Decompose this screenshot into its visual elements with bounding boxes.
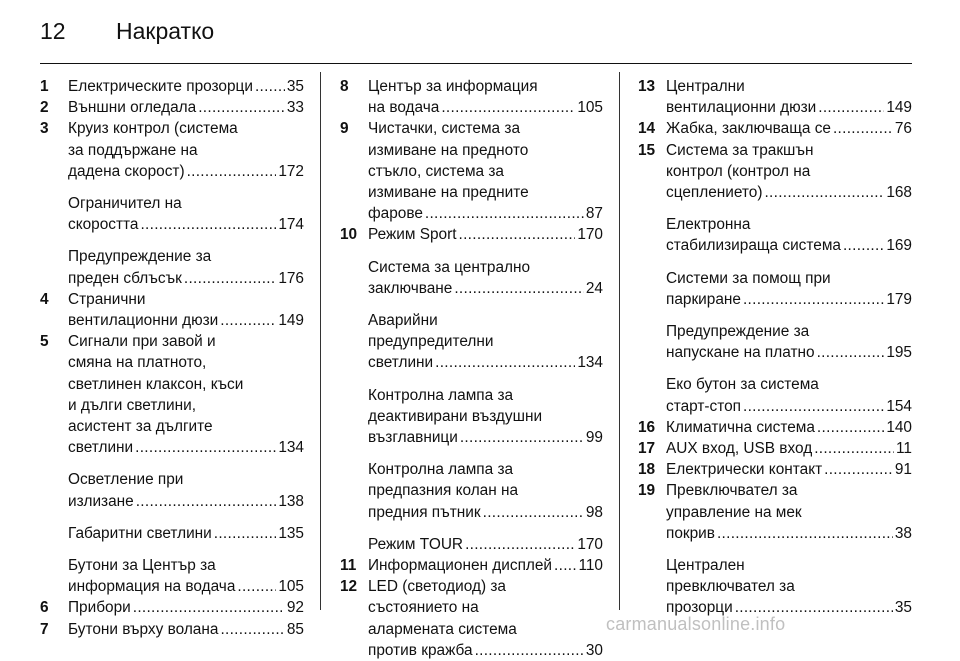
entry-last-line <box>368 534 603 555</box>
entry-text: Еко бутон за система <box>666 376 819 394</box>
entry-last-line <box>68 161 304 182</box>
dot-leader <box>133 597 285 618</box>
entry-number: 6 <box>40 599 49 617</box>
index-entry <box>340 459 603 523</box>
entry-number: 3 <box>40 120 49 138</box>
entry-number: 9 <box>340 120 349 138</box>
index-entry <box>340 310 603 374</box>
dot-leader <box>135 437 276 458</box>
entry-number: 18 <box>638 461 656 479</box>
entry-text: Бутони върху волана <box>68 620 219 638</box>
entry-last-line <box>666 118 912 139</box>
dot-leader <box>198 97 285 118</box>
page-reference: 154 <box>886 397 912 415</box>
entry-number: 19 <box>638 482 656 500</box>
entry-number: 17 <box>638 440 656 458</box>
entry-text: Външни огледала <box>68 99 197 117</box>
entry-last-line <box>666 523 912 544</box>
page-reference: 85 <box>286 620 304 638</box>
entry-text: състоянието на <box>368 599 479 617</box>
page-reference: 76 <box>894 120 912 138</box>
entry-text: контрол (контрол на <box>666 162 811 180</box>
page-reference: 140 <box>886 418 912 436</box>
index-entry <box>40 597 304 618</box>
entry-text: Режим Sport <box>368 226 457 244</box>
entry-number: 5 <box>40 333 49 351</box>
column-divider <box>320 72 321 610</box>
entry-text: заключване <box>368 279 453 297</box>
page-reference: 172 <box>278 162 304 180</box>
dot-leader <box>237 576 276 597</box>
entry-text: светлинен клаксон, къси <box>68 375 244 393</box>
index-entry <box>340 224 603 245</box>
page-reference: 149 <box>278 312 304 330</box>
entry-text: старт-стоп <box>666 397 741 415</box>
page-reference: 176 <box>278 269 304 287</box>
entry-text: на водача <box>368 99 440 117</box>
dot-leader <box>441 97 575 118</box>
index-entry <box>40 523 304 544</box>
page-reference: 138 <box>278 492 304 510</box>
index-entry <box>638 76 912 118</box>
entry-last-line <box>68 491 304 512</box>
page-reference: 149 <box>886 99 912 117</box>
index-entry <box>40 193 304 235</box>
page-reference: 99 <box>585 429 603 447</box>
dot-leader <box>136 491 277 512</box>
index-entry <box>40 97 304 118</box>
entry-last-line <box>368 352 603 373</box>
entry-text: Системи за помощ при <box>666 269 831 287</box>
dot-leader <box>824 459 893 480</box>
page-reference: 33 <box>286 99 304 117</box>
index-entry <box>340 257 603 299</box>
entry-text: за поддържане на <box>68 141 198 159</box>
entry-last-line <box>68 76 304 97</box>
index-entry <box>40 118 304 182</box>
entry-text: Чистачки, система за <box>368 120 521 138</box>
column-divider <box>619 72 620 610</box>
entry-text: Режим TOUR <box>368 535 464 553</box>
dot-leader <box>425 203 584 224</box>
entry-last-line <box>68 523 304 544</box>
page-reference: 134 <box>577 354 603 372</box>
entry-last-line <box>368 224 603 245</box>
entry-number: 4 <box>40 290 49 308</box>
entry-text: Предупреждение за <box>666 323 810 341</box>
dot-leader <box>743 396 884 417</box>
index-entry <box>40 469 304 511</box>
entry-text: деактивирани въздушни <box>368 407 543 425</box>
page-reference: 24 <box>585 279 603 297</box>
dot-leader <box>817 417 884 438</box>
index-entry <box>340 385 603 449</box>
entry-number: 10 <box>340 226 358 244</box>
dot-leader <box>435 352 575 373</box>
entry-text: предния пътник <box>368 503 481 521</box>
entry-text: асистент за дългите <box>68 418 213 436</box>
entry-text: алармената система <box>368 620 517 638</box>
entry-number: 2 <box>40 99 49 117</box>
entry-number: 13 <box>638 78 656 95</box>
entry-number: 14 <box>638 120 656 138</box>
index-entry <box>340 76 603 118</box>
entry-text: Климатична система <box>666 418 815 436</box>
entry-last-line <box>68 597 304 618</box>
entry-last-line <box>368 555 603 576</box>
dot-leader <box>184 268 276 289</box>
entry-text: сцеплението) <box>666 184 763 202</box>
dot-leader <box>187 161 277 182</box>
index-entry <box>40 331 304 458</box>
entry-text: Система за централно <box>368 258 531 276</box>
page-header <box>40 14 912 54</box>
entry-text: Странични <box>68 290 146 308</box>
header-divider <box>40 63 912 64</box>
entry-text: предпазния колан на <box>368 482 519 500</box>
entry-last-line <box>68 268 304 289</box>
index-entry <box>638 268 912 310</box>
entry-text: Осветление при <box>68 471 184 489</box>
entry-text: стъкло, система за <box>368 162 504 180</box>
entry-number: 11 <box>340 557 357 575</box>
page-reference: 105 <box>577 99 603 117</box>
index-entry <box>638 417 912 438</box>
dot-leader <box>833 118 893 139</box>
dot-leader <box>465 534 575 555</box>
page-reference: 91 <box>894 461 912 479</box>
entry-text: вентилационни дюзи <box>68 312 219 330</box>
index-entry <box>638 214 912 256</box>
entry-text: Електрическите прозорци <box>68 78 253 95</box>
index-column-2 <box>340 76 603 661</box>
page-reference: 105 <box>278 578 304 596</box>
dot-leader <box>220 310 276 331</box>
entry-text: Прибори <box>68 599 131 617</box>
dot-leader <box>818 97 884 118</box>
entry-number: 8 <box>340 78 349 95</box>
entry-text: фарове <box>368 205 423 223</box>
dot-leader <box>817 342 885 363</box>
entry-number: 15 <box>638 141 656 159</box>
dot-leader <box>454 278 584 299</box>
page-reference: 170 <box>577 535 603 553</box>
dot-leader <box>220 619 284 640</box>
entry-last-line <box>666 396 912 417</box>
index-entry <box>638 480 912 544</box>
dot-leader <box>140 214 276 235</box>
entry-text: Електрически контакт <box>666 461 823 479</box>
entry-text: против кражба <box>368 641 473 659</box>
entry-text: Информационен дисплей <box>368 557 553 575</box>
entry-text: управление на мек <box>666 503 802 521</box>
entry-last-line <box>666 417 912 438</box>
index-entry <box>638 140 912 204</box>
entry-text: LED (светодиод) за <box>368 578 506 596</box>
index-entry <box>40 76 304 97</box>
dot-leader <box>743 289 884 310</box>
entry-text: смяна на платното, <box>68 354 207 372</box>
index-entry <box>340 576 603 661</box>
page-reference: 110 <box>578 557 603 575</box>
entry-text: и дълги светлини, <box>68 396 197 414</box>
index-entry <box>638 555 912 619</box>
index-entry <box>40 289 304 331</box>
entry-number: 7 <box>40 620 49 638</box>
page-reference: 11 <box>896 440 912 458</box>
dot-leader <box>717 523 893 544</box>
entry-text: дадена скорост) <box>68 162 185 180</box>
entry-text: Централни <box>666 78 745 95</box>
entry-text: Предупреждение за <box>68 248 212 266</box>
page-reference: 87 <box>585 205 603 223</box>
page-reference: 35 <box>894 599 912 617</box>
dot-leader <box>214 523 277 544</box>
entry-text: Контролна лампа за <box>368 386 514 404</box>
entry-text: измиване на предното <box>368 141 529 159</box>
entry-text: превключвател за <box>666 578 795 596</box>
entry-text: Централен <box>666 557 745 575</box>
entry-number: 12 <box>340 578 358 596</box>
entry-last-line <box>368 278 603 299</box>
entry-text: прозорци <box>666 599 733 617</box>
index-column-1 <box>40 76 304 640</box>
page-title: Накратко <box>116 18 215 44</box>
page-number: 12 <box>40 18 66 44</box>
index-entry <box>340 555 603 576</box>
entry-text: Контролна лампа за <box>368 461 514 479</box>
entry-number: 1 <box>40 78 49 95</box>
dot-leader <box>475 640 584 661</box>
dot-leader <box>483 502 584 523</box>
page-reference: 168 <box>886 184 912 202</box>
entry-last-line <box>666 182 912 203</box>
dot-leader <box>460 427 584 448</box>
entry-text: излизане <box>68 492 134 510</box>
watermark: carmanualsonline.info <box>606 614 786 634</box>
entry-last-line <box>666 342 912 363</box>
index-entry <box>40 555 304 597</box>
entry-text: напускане на платно <box>666 344 815 362</box>
entry-last-line <box>368 640 603 661</box>
index-entry <box>638 374 912 416</box>
dot-leader <box>764 182 884 203</box>
page-reference: 98 <box>585 503 603 521</box>
entry-text: Круиз контрол (система <box>68 120 238 138</box>
entry-text: покрив <box>666 524 715 542</box>
entry-last-line <box>666 459 912 480</box>
page-reference: 174 <box>278 216 304 234</box>
entry-text: Габаритни светлини <box>68 524 212 542</box>
page-reference: 30 <box>585 641 603 659</box>
entry-text: Система за тракшън <box>666 141 814 159</box>
entry-text: измиване на предните <box>368 184 529 202</box>
entry-last-line <box>68 437 304 458</box>
index-entry <box>638 321 912 363</box>
entry-last-line <box>68 214 304 235</box>
entry-text: Жабка, заключваща се <box>666 120 831 138</box>
entry-last-line <box>368 502 603 523</box>
page-reference: 38 <box>894 524 912 542</box>
entry-last-line <box>666 235 912 256</box>
entry-text: светлини <box>68 439 134 457</box>
entry-text: възглавници <box>368 429 458 447</box>
index-entry <box>638 438 912 459</box>
dot-leader <box>554 555 576 576</box>
page-reference: 179 <box>886 290 912 308</box>
entry-last-line <box>68 97 304 118</box>
entry-text: AUX вход, USB вход <box>666 440 813 458</box>
entry-last-line <box>368 97 603 118</box>
entry-text: Електронна <box>666 216 751 234</box>
entry-last-line <box>368 203 603 224</box>
entry-text: Ограничител на <box>68 195 182 213</box>
entry-text: информация на водача <box>68 578 236 596</box>
entry-last-line <box>368 427 603 448</box>
page-reference: 170 <box>577 226 603 244</box>
index-column-3 <box>638 76 912 619</box>
page-reference: 35 <box>286 78 304 95</box>
dot-leader <box>843 235 884 256</box>
entry-text: Център за информация <box>368 78 538 95</box>
index-entry <box>40 619 304 640</box>
dot-leader <box>459 224 576 245</box>
entry-last-line <box>68 576 304 597</box>
index-entry <box>638 459 912 480</box>
entry-last-line <box>666 97 912 118</box>
entry-text: стабилизираща система <box>666 237 841 255</box>
entry-text: паркиране <box>666 290 741 308</box>
entry-text: вентилационни дюзи <box>666 99 817 117</box>
dot-leader <box>255 76 285 97</box>
entry-text: Превключвател за <box>666 482 798 500</box>
index-entry <box>340 118 603 224</box>
page-reference: 92 <box>286 599 304 617</box>
page-reference: 135 <box>278 524 304 542</box>
entry-text: скоростта <box>68 216 139 234</box>
entry-text: Аварийни <box>368 312 438 330</box>
entry-last-line <box>666 438 912 459</box>
entry-last-line <box>666 289 912 310</box>
page-reference: 134 <box>278 439 304 457</box>
index-entry <box>638 118 912 139</box>
entry-last-line <box>68 310 304 331</box>
index-entry <box>340 534 603 555</box>
index-entry <box>40 246 304 288</box>
entry-text: Сигнали при завой и <box>68 333 216 351</box>
entry-text: Бутони за Център за <box>68 557 216 575</box>
dot-leader <box>814 438 894 459</box>
entry-text: преден сблъсък <box>68 269 182 287</box>
entry-text: светлини <box>368 354 434 372</box>
entry-text: предупредителни <box>368 333 494 351</box>
entry-number: 16 <box>638 418 656 436</box>
page-reference: 195 <box>886 344 912 362</box>
entry-last-line <box>68 619 304 640</box>
page-reference: 169 <box>886 237 912 255</box>
